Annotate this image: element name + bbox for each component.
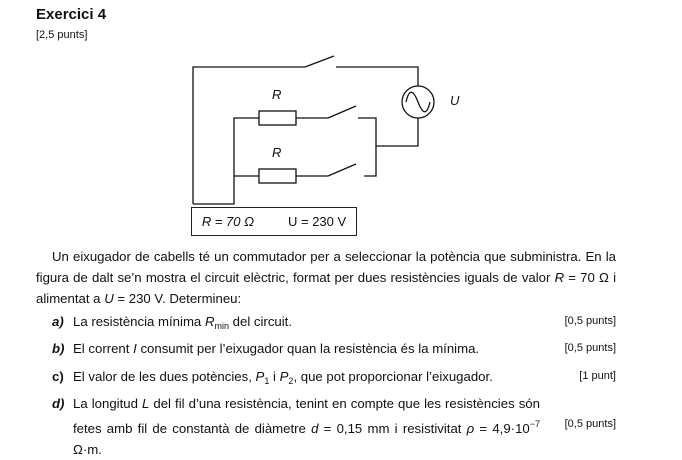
ac-sine-symbol xyxy=(406,92,430,112)
exercise-points: [2,5 punts] xyxy=(36,29,88,41)
resistor-bottom xyxy=(259,169,296,183)
branch-top-end xyxy=(358,118,376,146)
exercise-title: Exercici 4 xyxy=(36,6,107,23)
question-a-text: La resistència mínima $R_{min}$ del circuit. xyxy=(73,314,293,331)
question-c-text: El valor de les dues potències, $P_1$ i $P_2$, que pot proporcionar l’eixugador. xyxy=(73,369,493,386)
resistor-top-label: R xyxy=(272,87,282,102)
given-voltage: U = 230 V xyxy=(287,214,347,229)
top-switch-blade xyxy=(305,56,334,67)
branch-top-switch xyxy=(328,106,356,118)
right-wire xyxy=(364,118,418,176)
resistor-bottom-label: R xyxy=(272,145,282,160)
given-resistance: R = 70 Ω xyxy=(201,214,254,229)
question-b-letter: b) xyxy=(52,341,65,356)
givens-box xyxy=(191,207,357,236)
question-d-letter: d) xyxy=(52,396,65,411)
question-c-letter: c) xyxy=(52,369,64,384)
question-c-points: [1 punt] xyxy=(579,370,616,382)
question-d-text: La longitud L del fil d’una resistència, tenint en compte que les resistències són fetes amb fil de constantà de diàmetre d = 0,15 mm i resistivitat $\rho = 4,9\cdot 10^{-7}$ Ω·m. xyxy=(73,396,541,457)
question-a-points: [0,5 punts] xyxy=(564,315,616,327)
question-d-points: [0,5 punts] xyxy=(564,418,616,430)
bottom-left-wire xyxy=(193,118,259,204)
branch-bottom-switch xyxy=(328,164,356,176)
question-a-letter: a) xyxy=(52,314,64,329)
intro-paragraph: Un eixugador de cabells té un commutador per a seleccionar la potència que subministra. En la figura de dalt se’n mostra el circuit elèctric, format per dues resistències iguals de valor R = 70 Ω i alimentat a U = 230 V. Determineu: xyxy=(36,249,616,306)
top-wire-right xyxy=(336,67,418,86)
resistor-top xyxy=(259,111,296,125)
source-label: U xyxy=(450,93,460,108)
question-b-text: El corrent I consumit per l’eixugador quan la resistència és la mínima. xyxy=(73,341,480,356)
question-b-points: [0,5 punts] xyxy=(564,342,616,354)
